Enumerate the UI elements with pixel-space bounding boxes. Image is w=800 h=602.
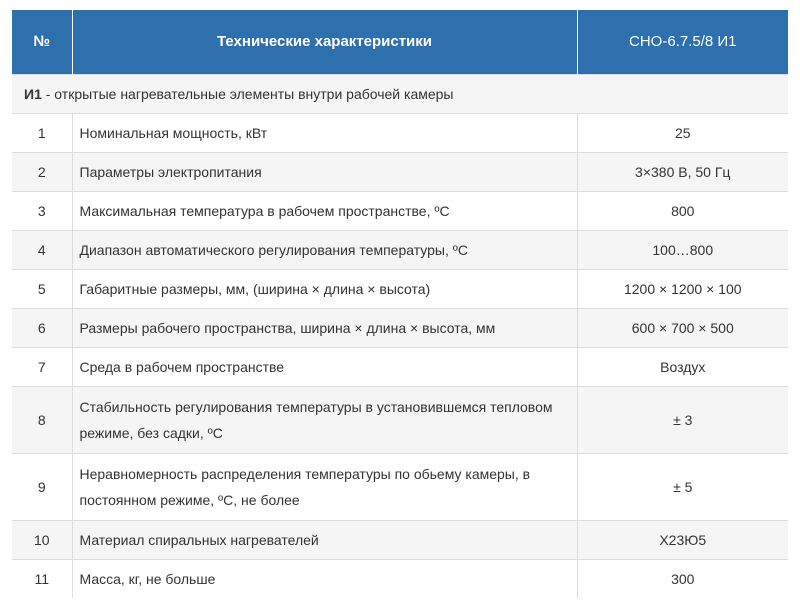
row-name: Максимальная температура в рабочем пространстве, ºС (72, 192, 577, 231)
table-row (12, 231, 788, 270)
table-row (12, 454, 788, 521)
row-num: 11 (12, 560, 72, 599)
group-cell (12, 75, 788, 114)
row-num: 5 (12, 270, 72, 309)
row-name: Диапазон автоматического регулирования температуры, ºС (72, 231, 577, 270)
header-num: № (12, 10, 72, 75)
row-value: 1200 × 1200 × 100 (577, 270, 788, 309)
table-row (12, 270, 788, 309)
row-name: Стабильность регулирования температуры в установившемся тепловом режиме, без садки, ºС (72, 387, 577, 454)
row-num: 10 (12, 521, 72, 560)
header-model: СНО-6.7.5/8 И1 (577, 10, 788, 75)
row-name: Материал спиральных нагревателей (72, 521, 577, 560)
table-row (12, 153, 788, 192)
row-num: 7 (12, 348, 72, 387)
row-num: 2 (12, 153, 72, 192)
row-value: 25 (577, 114, 788, 153)
row-name: Номинальная мощность, кВт (72, 114, 577, 153)
table-row (12, 348, 788, 387)
row-name: Размеры рабочего пространства, ширина × длина × высота, мм (72, 309, 577, 348)
row-value: 100…800 (577, 231, 788, 270)
table-row (12, 560, 788, 599)
row-num: 8 (12, 387, 72, 454)
table-header-row (12, 10, 788, 75)
row-name: Параметры электропитания (72, 153, 577, 192)
row-value: 800 (577, 192, 788, 231)
row-value: Воздух (577, 348, 788, 387)
row-num: 9 (12, 454, 72, 521)
row-value: 600 × 700 × 500 (577, 309, 788, 348)
row-name: Неравномерность распределения температуры по обьему камеры, в постоянном режиме, ºС, не более (72, 454, 577, 521)
row-num: 3 (12, 192, 72, 231)
table-row (12, 521, 788, 560)
row-name: Масса, кг, не больше (72, 560, 577, 599)
row-value: 3×380 В, 50 Гц (577, 153, 788, 192)
group-row (12, 75, 788, 114)
table-row (12, 309, 788, 348)
row-value: ± 5 (577, 454, 788, 521)
row-name: Габаритные размеры, мм, (ширина × длина × высота) (72, 270, 577, 309)
table-row (12, 114, 788, 153)
group-code: И1 (24, 86, 42, 102)
row-name: Среда в рабочем пространстве (72, 348, 577, 387)
row-value: ± 3 (577, 387, 788, 454)
row-num: 6 (12, 309, 72, 348)
row-value: Х23Ю5 (577, 521, 788, 560)
row-num: 4 (12, 231, 72, 270)
group-text: - открытые нагревательные элементы внутри рабочей камеры (41, 86, 454, 102)
table-row (12, 387, 788, 454)
row-num: 1 (12, 114, 72, 153)
header-name: Технические характеристики (72, 10, 577, 75)
spec-table-container (12, 10, 788, 598)
row-value: 300 (577, 560, 788, 599)
spec-table (12, 10, 788, 598)
table-row (12, 192, 788, 231)
